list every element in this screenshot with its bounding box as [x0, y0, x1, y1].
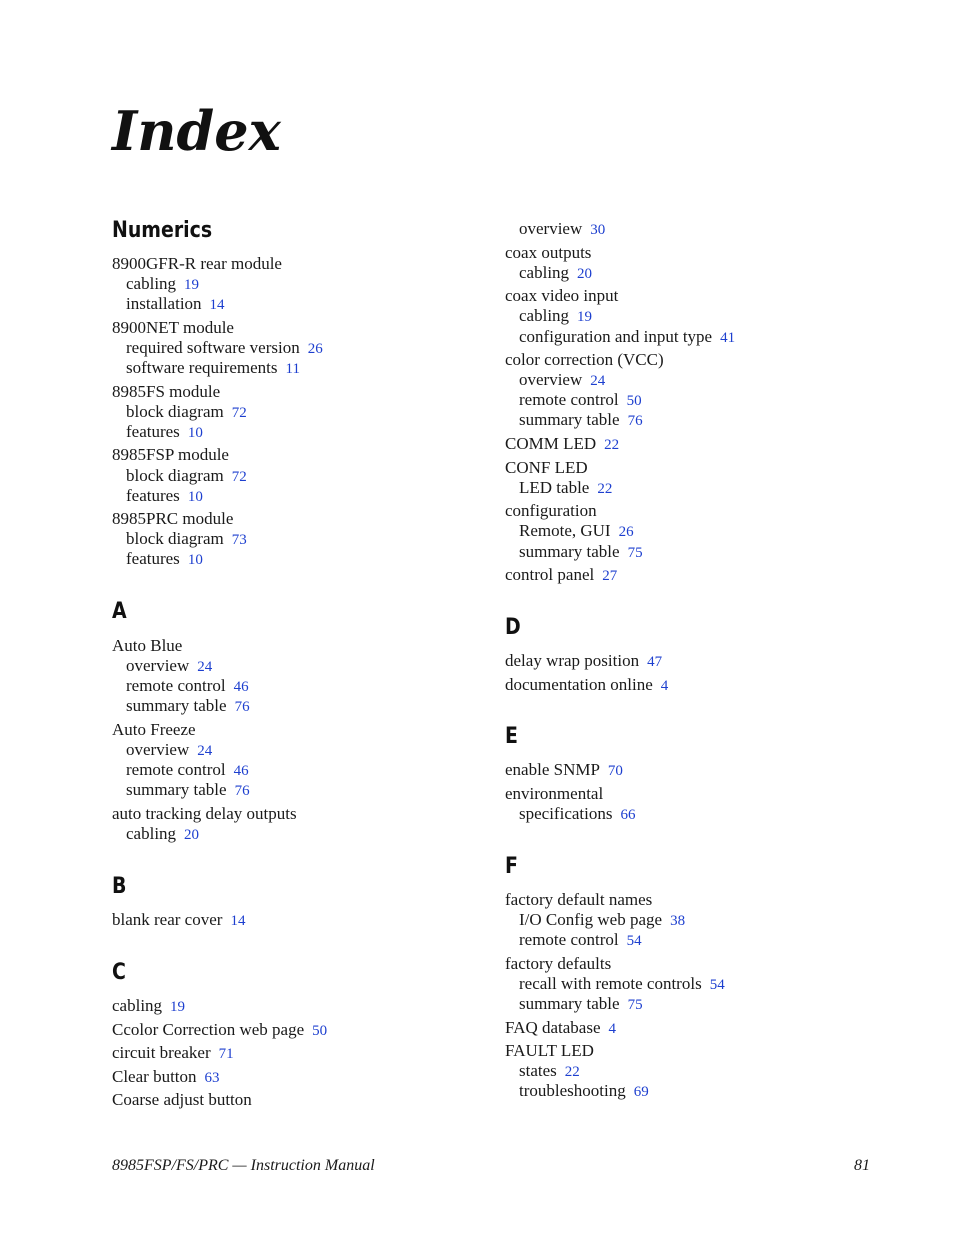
index-entry: [505, 760, 623, 781]
page-link[interactable]: 19: [184, 277, 200, 294]
entry-term: I/O Config web page: [519, 910, 663, 930]
page-link[interactable]: 14: [209, 297, 225, 314]
index-subentry: [126, 294, 225, 315]
page-link[interactable]: 24: [590, 373, 606, 390]
entry-term: summary table: [519, 410, 620, 430]
entry-term: states: [519, 1061, 557, 1081]
index-entry: [112, 318, 234, 338]
page-title: Index: [112, 99, 281, 163]
page-link[interactable]: 47: [647, 654, 663, 670]
index-entry: [505, 501, 597, 521]
entry-term: Ccolor Correction web page: [112, 1019, 305, 1039]
entry-term: environmental: [505, 783, 604, 803]
index-entry: [112, 636, 182, 656]
footer-page-number: 81: [854, 1157, 870, 1174]
index-entry: [112, 1043, 234, 1064]
entry-term: coax video input: [505, 286, 619, 306]
index-entry: [505, 954, 611, 974]
page-link[interactable]: 50: [312, 1022, 328, 1039]
page-link[interactable]: 14: [230, 913, 246, 929]
entry-term: remote control: [126, 760, 226, 780]
index-subentry: [126, 486, 203, 507]
index-entry: [112, 720, 196, 740]
index-entry: [505, 434, 619, 455]
index-entry: [112, 509, 233, 529]
index-subentry: [126, 338, 323, 359]
index-subentry: [126, 466, 247, 487]
index-subentry: [126, 402, 247, 423]
index-subentry: [519, 410, 643, 431]
index-subentry: [126, 422, 203, 443]
entry-term: cabling: [126, 274, 177, 294]
index-entry: [505, 651, 662, 672]
entry-term: remote control: [519, 930, 619, 950]
page-link[interactable]: 73: [231, 532, 247, 549]
page-link[interactable]: 76: [234, 699, 250, 716]
page-link[interactable]: 70: [607, 763, 623, 779]
entry-term: delay wrap position: [505, 651, 640, 670]
page-link[interactable]: 50: [626, 393, 642, 410]
index-subentry: [126, 740, 212, 761]
page-link[interactable]: 46: [233, 679, 249, 696]
page-link[interactable]: 26: [618, 524, 634, 541]
page-link[interactable]: 19: [577, 309, 593, 326]
index-entry: [505, 286, 618, 306]
entry-term: block diagram: [126, 465, 224, 485]
entry-term: remote control: [519, 390, 619, 410]
index-entry: [112, 254, 282, 274]
index-subentry: [126, 529, 247, 550]
entry-term: overview: [519, 370, 583, 390]
entry-term: cabling: [519, 306, 570, 326]
entry-term: LED table: [519, 477, 590, 497]
section-heading: A: [112, 599, 127, 624]
page-link[interactable]: 72: [231, 468, 247, 485]
page-link[interactable]: 75: [627, 997, 643, 1013]
entry-term: installation: [126, 294, 202, 314]
entry-term: 8985FSP module: [112, 445, 229, 465]
entry-term: blank rear cover: [112, 910, 223, 929]
entry-term: features: [126, 421, 180, 441]
entry-term: factory default names: [505, 890, 653, 909]
entry-term: FAQ database: [505, 1017, 601, 1037]
index-subentry: [126, 656, 212, 677]
index-entry: [112, 996, 185, 1017]
index-subentry: [126, 780, 250, 801]
page-link[interactable]: 75: [627, 544, 643, 561]
index-entry: [112, 804, 297, 824]
entry-term: enable SNMP: [505, 760, 600, 779]
index-subentry: [519, 1081, 649, 1102]
entry-term: Remote, GUI: [519, 521, 611, 541]
section-heading: B: [112, 874, 127, 899]
entry-term: configuration and input type: [519, 326, 713, 346]
entry-term: CONF LED: [505, 457, 588, 477]
section-heading: C: [112, 960, 126, 985]
index-subentry: [519, 478, 612, 499]
entry-term: FAULT LED: [505, 1041, 594, 1061]
footer-manual-title: 8985FSP/FS/PRC — Instruction Manual: [112, 1157, 375, 1174]
index-entry: [505, 890, 652, 910]
page-link[interactable]: 54: [626, 933, 642, 950]
section-heading: Numerics: [112, 218, 213, 243]
page-link[interactable]: 72: [231, 404, 247, 421]
index-entry: [505, 675, 668, 696]
entry-term: remote control: [126, 676, 226, 696]
index-subentry: [519, 327, 735, 348]
index-subentry: [519, 974, 725, 995]
page-link[interactable]: 11: [285, 361, 300, 377]
index-subentry: [519, 1061, 580, 1082]
entry-term: cabling: [112, 996, 163, 1015]
page-link[interactable]: 20: [577, 265, 593, 282]
page-link[interactable]: 69: [633, 1084, 649, 1101]
entry-term: features: [126, 549, 180, 569]
index-subentry: [519, 521, 634, 542]
page-link[interactable]: 63: [204, 1069, 220, 1086]
entry-term: 8985FS module: [112, 381, 221, 401]
page-link[interactable]: 38: [670, 913, 686, 930]
index-entry: [112, 1020, 327, 1041]
page-link[interactable]: 24: [197, 659, 213, 676]
entry-term: block diagram: [126, 401, 224, 421]
entry-term: features: [126, 485, 180, 505]
index-subentry: [126, 358, 300, 379]
page-link[interactable]: 10: [187, 424, 203, 441]
index-entry: [112, 445, 229, 465]
index-entry: [505, 565, 617, 586]
page-link[interactable]: 26: [307, 340, 323, 357]
index-subentry: [519, 306, 592, 327]
entry-term: 8985PRC module: [112, 509, 234, 529]
index-subentry: [519, 910, 685, 931]
index-subentry: [519, 263, 592, 284]
index-subentry: [126, 274, 199, 295]
entry-term: Auto Blue: [112, 636, 183, 655]
index-entry: [112, 382, 220, 402]
entry-term: color correction (VCC): [505, 350, 664, 370]
entry-term: summary table: [519, 541, 620, 561]
page-link[interactable]: 20: [184, 826, 200, 843]
page-link[interactable]: 4: [608, 1020, 617, 1037]
page-link[interactable]: 19: [170, 999, 186, 1015]
index-subentry: [126, 676, 249, 697]
section-heading: F: [505, 854, 518, 879]
entry-term: Clear button: [112, 1066, 197, 1086]
index-subentry: [519, 370, 605, 391]
page-link[interactable]: 22: [604, 437, 620, 453]
index-entry: [505, 1041, 594, 1061]
entry-term: factory defaults: [505, 953, 612, 973]
entry-term: block diagram: [126, 529, 224, 549]
entry-term: summary table: [126, 780, 227, 800]
entry-term: overview: [126, 740, 190, 759]
entry-term: 8900GFR-R rear module: [112, 254, 282, 273]
page-link[interactable]: 24: [197, 743, 213, 759]
entry-term: cabling: [519, 262, 570, 282]
index-subentry: [126, 696, 250, 717]
index-entry: [112, 1067, 220, 1088]
entry-term: COMM LED: [505, 434, 597, 453]
index-subentry: [519, 219, 605, 240]
page-link[interactable]: 22: [564, 1064, 580, 1081]
index-subentry: [126, 824, 199, 845]
page-link[interactable]: 10: [187, 552, 203, 569]
entry-term: overview: [519, 219, 583, 238]
index-entry: [505, 243, 591, 263]
entry-term: documentation online: [505, 674, 653, 694]
entry-term: auto tracking delay outputs: [112, 803, 297, 823]
entry-term: overview: [126, 656, 190, 676]
entry-term: 8900NET module: [112, 317, 234, 337]
page-link[interactable]: 41: [720, 329, 736, 346]
page-link[interactable]: 27: [602, 568, 618, 585]
index-entry: [505, 458, 588, 478]
page-link[interactable]: 30: [590, 222, 606, 238]
entry-term: recall with remote controls: [519, 973, 702, 993]
index-subentry: [126, 760, 249, 781]
entry-term: required software version: [126, 337, 300, 357]
index-entry: [112, 910, 245, 931]
section-heading: E: [505, 724, 518, 749]
page-link[interactable]: 76: [627, 413, 643, 430]
entry-term: summary table: [126, 696, 227, 716]
entry-term: Auto Freeze: [112, 719, 196, 739]
index-subentry: [519, 994, 643, 1015]
index-entry: [112, 1090, 252, 1110]
entry-term: configuration: [505, 501, 597, 521]
page-link[interactable]: 46: [233, 763, 249, 780]
entry-term: summary table: [519, 994, 620, 1013]
page-link[interactable]: 76: [234, 783, 250, 800]
index-entry: [505, 1018, 616, 1039]
entry-term: Coarse adjust button: [112, 1090, 252, 1110]
section-heading: D: [505, 615, 521, 640]
entry-term: troubleshooting: [519, 1081, 626, 1101]
index-subentry: [519, 542, 643, 563]
page-link[interactable]: 71: [218, 1046, 234, 1063]
entry-term: circuit breaker: [112, 1043, 211, 1063]
index-entry: [505, 350, 664, 370]
entry-term: software requirements: [126, 358, 278, 377]
entry-term: cabling: [126, 823, 177, 843]
page-link[interactable]: 10: [187, 488, 203, 505]
entry-term: control panel: [505, 565, 595, 585]
page-link[interactable]: 22: [597, 480, 613, 497]
index-subentry: [519, 390, 642, 411]
index-entry: [505, 784, 603, 804]
entry-term: specifications: [519, 803, 613, 823]
entry-term: coax outputs: [505, 242, 592, 262]
page-link[interactable]: 54: [709, 976, 725, 993]
page-link[interactable]: 66: [620, 806, 636, 823]
index-subentry: [126, 549, 203, 570]
page-link[interactable]: 4: [660, 677, 669, 694]
index-subentry: [519, 804, 635, 825]
index-subentry: [519, 930, 642, 951]
